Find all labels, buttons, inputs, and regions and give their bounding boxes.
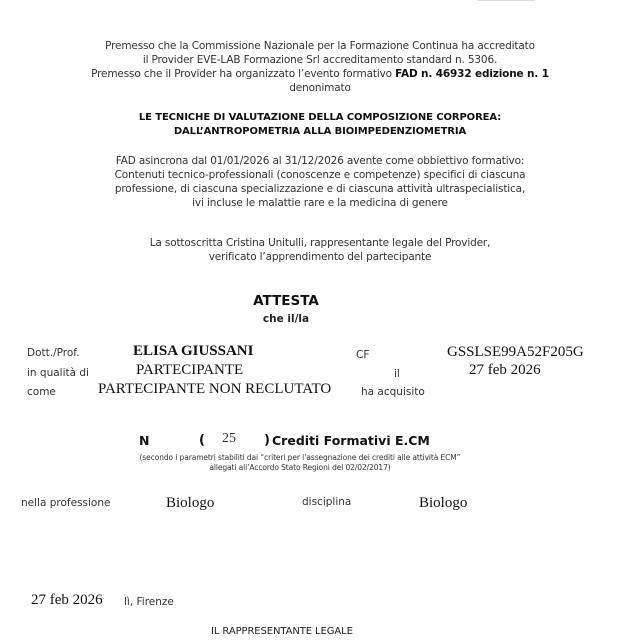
intro-line-3-prefix: Premesso che il Provider ha organizzato l’evento formativo — [91, 68, 396, 80]
course-title-line-2: DALL’ANTROPOMETRIA ALLA BIOIMPEDENZIOMETRIA — [173, 126, 467, 137]
credits-criteria — [0, 453, 620, 473]
legal-representative-label: IL RAPPRESENTANTE LEGALE — [211, 626, 353, 637]
signer-line-2: verificato l’apprendimento del partecipante — [208, 251, 432, 263]
attesta-subheading: che il/la — [262, 313, 310, 325]
fad-line-2: Contenuti tecnico-professionali (conoscenze e competenze) specifici di ciascuna — [114, 169, 526, 181]
credits-value: 25 — [222, 431, 236, 446]
cf-label: CF — [356, 349, 370, 361]
credits-n-label: N — [139, 433, 150, 448]
issue-date: 27 feb 2026 — [31, 592, 103, 608]
intro-paragraph — [0, 39, 640, 95]
fad-line-1: FAD asincrona dal 01/01/2026 al 31/12/2026 avente come obbiettivo formativo: — [115, 155, 525, 167]
as-label: come — [27, 386, 56, 398]
attesta-heading: ATTESTA — [253, 293, 319, 309]
title-label: Dott./Prof. — [27, 347, 80, 359]
profession-label: nella professione — [21, 497, 111, 509]
role-value: PARTECIPANTE — [136, 362, 244, 378]
discipline-label: disciplina — [302, 496, 352, 508]
credits-label: Crediti Formativi E.CM — [272, 433, 430, 448]
credits-close-paren: ) — [264, 433, 270, 448]
course-title — [0, 111, 640, 139]
intro-line-4: denonimato — [289, 82, 351, 94]
date-label: il — [394, 368, 400, 380]
intro-line-3 — [0, 67, 640, 81]
credits-open-paren: ( — [199, 433, 205, 448]
criteria-line-2: allegati all’Accordo Stato Regioni del 02/02/2017) — [209, 463, 391, 472]
top-divider — [477, 0, 535, 1]
fad-description — [0, 154, 640, 210]
issue-place: lì, Firenze — [124, 596, 174, 608]
criteria-line-1: (secondo i parametri stabiliti dai “criteri per l’assegnazione dei crediti alle attività ECM” — [139, 453, 461, 462]
course-title-line-1: LE TECNICHE DI VALUTAZIONE DELLA COMPOSIZIONE CORPOREA: — [138, 112, 502, 123]
signer-line-1: La sottoscritta Cristina Unitulli, rappresentante legale del Provider, — [149, 237, 491, 249]
signer-statement — [0, 236, 640, 264]
acquired-label: ha acquisito — [361, 386, 425, 398]
profession-value: Biologo — [166, 495, 215, 511]
as-value: PARTECIPANTE NON RECLUTATO — [98, 381, 332, 397]
role-label: in qualità di — [27, 367, 89, 379]
event-code: FAD n. 46932 edizione n. 1 — [395, 68, 549, 80]
discipline-value: Biologo — [419, 495, 468, 511]
date-value: 27 feb 2026 — [469, 362, 541, 378]
fad-line-4: ivi incluse le malattie rare e la medicina di genere — [192, 197, 448, 209]
cf-value: GSSLSE99A52F205G — [447, 344, 584, 360]
participant-name: ELISA GIUSSANI — [133, 343, 254, 359]
intro-line-1: Premesso che la Commissione Nazionale per la Formazione Continua ha accreditato — [105, 40, 535, 52]
intro-line-2: il Provider EVE-LAB Formazione Srl accreditamento standard n. 5306. — [142, 54, 498, 66]
fad-line-3: professione, di ciascuna specializzazione e di ciascuna attività ultraspecialistica, — [114, 183, 526, 195]
